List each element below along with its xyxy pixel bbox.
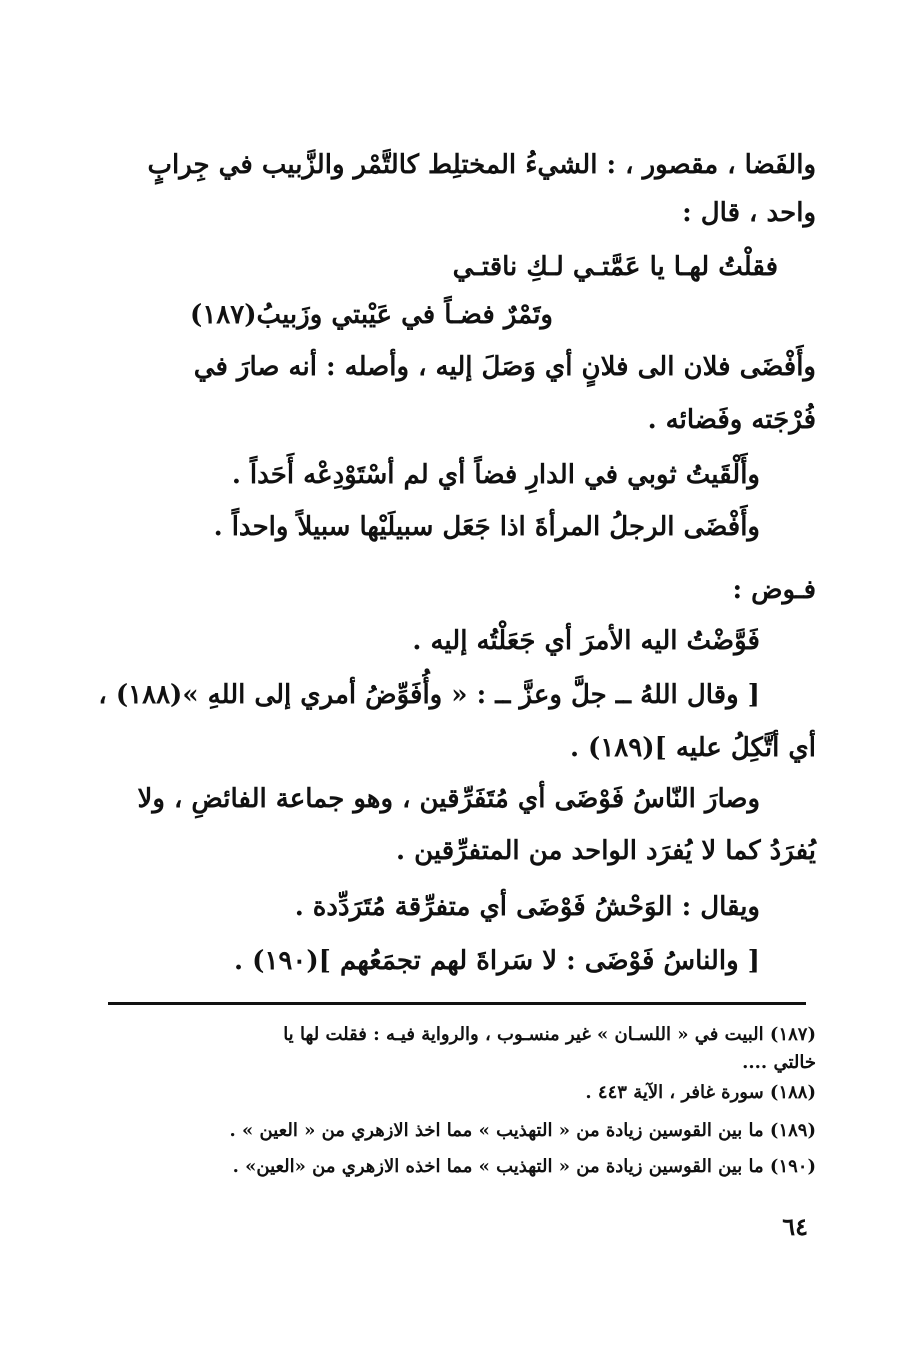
footnote-188: (١٨٨) سورة غافر ، الآية ٤٤٣ . [585,1082,816,1103]
footnote-187: (١٨٧) البيت في « اللسـان » غير منسـوب ، والرواية فيـه : فقلت لها يا [283,1024,816,1045]
body-line-9: أي أتَّكِلُ عليه ](١٨٩) . [569,733,816,763]
body-line-8: [ وقال اللهُ ــ جلَّ وعزَّ ــ : « وأُفَوِّضُ أمري إلى اللهِ »(١٨٨) ، [98,680,760,710]
body-line-11: يُفرَدُ كما لا يُفرَد الواحد من المتفرِّقين . [395,836,816,866]
body-line-5: وأَلْقَيتُ ثوبي في الدارِ فضاً أي لم أسْتَوْدِعْه أَحَداً . [231,460,760,490]
body-line-7: فَوَّضْتُ اليه الأمرَ أي جَعَلْتُه إليه . [412,626,760,656]
footnote-190: (١٩٠) ما بين القوسين زيادة من « التهذيب » مما اخذه الازهري من «العين» . [232,1156,816,1177]
body-line-13: [ والناسُ فَوْضَى : لا سَراةَ لهم تجمَعُهم ](١٩٠) . [234,946,760,976]
body-line-2: واحد ، قال : [682,198,816,228]
verse-line-2: وتَمْرٌ فضـاً في عَيْبتي وزَبيبُ(١٨٧) [190,300,553,330]
footnote-187-continued: خالتي .... [742,1052,816,1073]
body-line-6: وأَفْضَى الرجلُ المرأةَ اذا جَعَل سبيلَيْها سبيلاً واحداً . [213,512,760,542]
verse-line-1: فقلْتُ لهـا يا عَمَّتـي لـكِ ناقتـي [452,252,778,282]
body-line-4: فُرْجَته وفَضائه . [647,405,816,435]
body-line-3: وأَفْضَى فلان الى فلانٍ أي وَصَلَ إليه ، وأصله : أنه صارَ في [193,352,816,382]
body-line-1: والفَضا ، مقصور ، : الشيءُ المختلِط كالتَّمْر والزَّبيب في جِرابٍ [147,150,816,180]
entry-heading-fawd: فـوض : [732,575,816,605]
footnote-divider [108,1002,806,1005]
footnote-189: (١٨٩) ما بين القوسين زيادة من « التهذيب » مما اخذ الازهري من « العين » . [229,1120,816,1141]
page-number: ٦٤ [782,1212,808,1241]
body-line-12: ويقال : الوَحْشُ فَوْضَى أي متفرِّقة مُتَرَدِّدة . [294,892,760,922]
body-line-10: وصارَ النّاسُ فَوْضَى أي مُتَفَرِّقين ، وهو جماعة الفائضِ ، ولا [137,784,760,814]
